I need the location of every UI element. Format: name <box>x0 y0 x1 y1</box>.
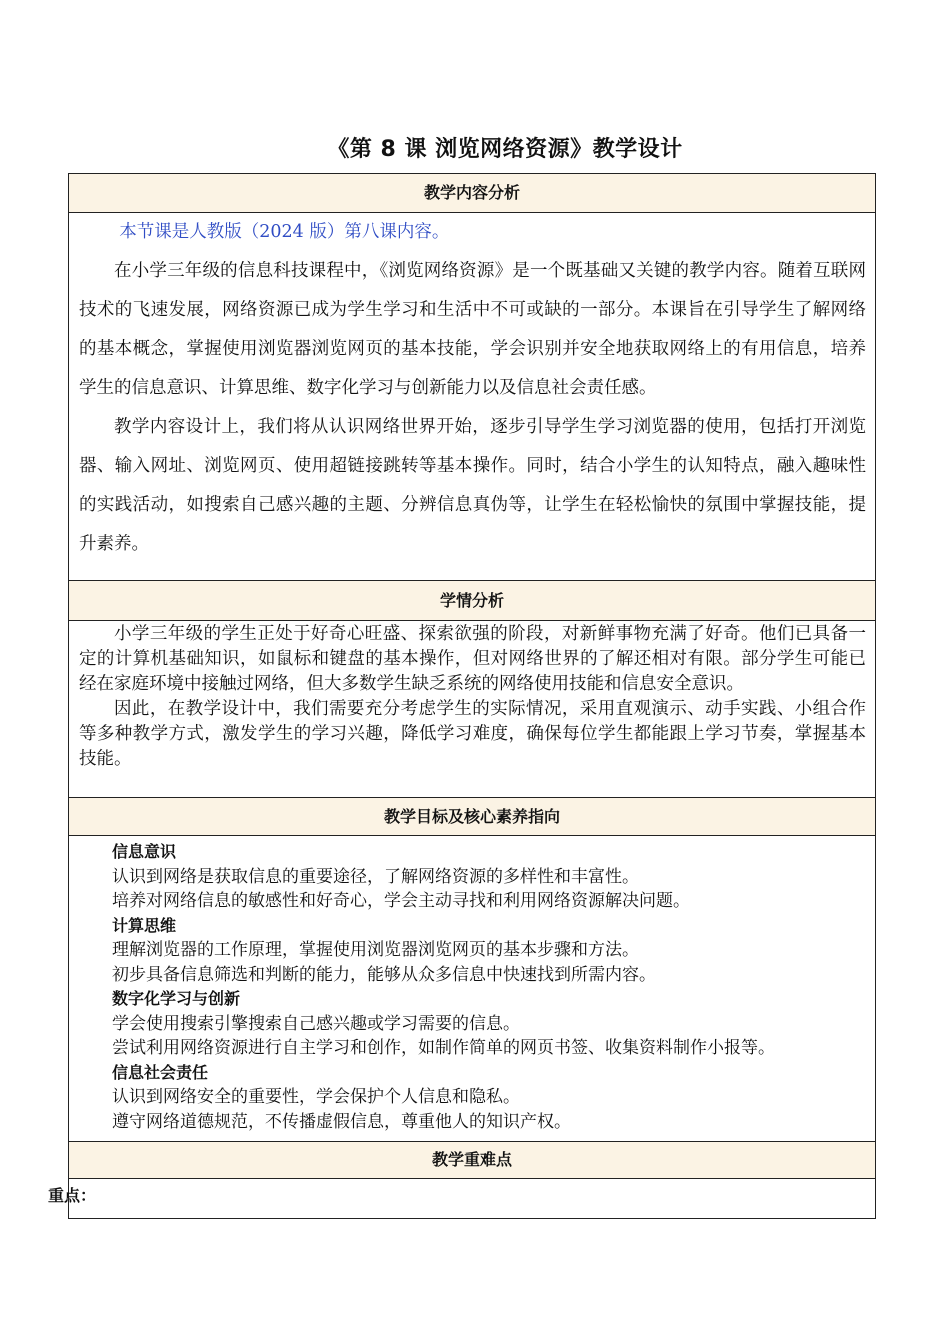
key-difficult-points-heading: 教学重难点 <box>69 1142 875 1179</box>
objective-line: 认识到网络安全的重要性，学会保护个人信息和隐私。 <box>112 1087 520 1107</box>
student-analysis-heading: 学情分析 <box>69 581 875 621</box>
objective-line: 理解浏览器的工作原理，掌握使用浏览器浏览网页的基本步骤和方法。 <box>112 940 639 960</box>
objective-category-computational-thinking: 计算思维 <box>112 915 177 935</box>
student-analysis-body <box>69 621 875 798</box>
student-analysis-paragraph-2: 因此，在教学设计中，我们需要充分考虑学生的实际情况，采用直观演示、动手实践、小组合作等多种教学方式，激发学生的学习兴趣，降低学习难度，确保每位学生都能跟上学习节奏，掌握基本技能。 <box>79 699 866 769</box>
objective-line: 学会使用搜索引擎搜索自己感兴趣或学习需要的信息。 <box>112 1013 520 1034</box>
objective-line: 尝试利用网络资源进行自主学习和创作，如制作简单的网页书签、收集资料制作小报等。 <box>112 1038 775 1058</box>
content-analysis-paragraph-1: 在小学三年级的信息科技课程中，《浏览网络资源》是一个既基础又关键的教学内容。随着互联网技术的飞速发展，网络资源已成为学生学习和生活中不可或缺的一部分。本课旨在引导学生了解网络的基本概念，掌握使用浏览器浏览网页的基本技能，学会识别并安全地获取网络上的有用信息，培养学生的信息意识、计算思维、数字化学习与创新能力以及信息社会责任感。 <box>79 261 866 398</box>
content-analysis-intro: 本节课是人教版（2024 版）第八课内容。 <box>119 222 450 242</box>
objective-line: 认识到网络是获取信息的重要途径，了解网络资源的多样性和丰富性。 <box>112 866 639 887</box>
objectives-heading: 教学目标及核心素养指向 <box>69 798 875 836</box>
objective-line: 培养对网络信息的敏感性和好奇心，学会主动寻找和利用网络资源解决问题。 <box>112 891 690 911</box>
content-analysis-heading: 教学内容分析 <box>69 174 875 213</box>
key-points-label: 重点： <box>48 1186 97 1205</box>
content-analysis-paragraph-2: 教学内容设计上，我们将从认识网络世界开始，逐步引导学生学习浏览器的使用，包括打开浏览器、输入网址、浏览网页、使用超链接跳转等基本操作。同时，结合小学生的认知特点，融入趣味性的实践活动，如搜索自己感兴趣的主题、分辨信息真伪等，让学生在轻松愉快的氛围中掌握技能，提升素养。 <box>79 417 866 554</box>
objective-category-social-responsibility: 信息社会责任 <box>112 1062 209 1082</box>
document-title: 《第 8 课 浏览网络资源》教学设计 <box>327 137 683 162</box>
objective-category-digital-learning: 数字化学习与创新 <box>112 989 241 1008</box>
objectives-body <box>69 836 875 1142</box>
lesson-plan-table <box>68 173 876 1219</box>
objective-line: 初步具备信息筛选和判断的能力，能够从众多信息中快速找到所需内容。 <box>112 964 656 985</box>
objective-line: 遵守网络道德规范，不传播虚假信息，尊重他人的知识产权。 <box>112 1111 571 1132</box>
objective-category-info-awareness: 信息意识 <box>112 842 177 861</box>
content-analysis-body <box>69 213 875 581</box>
student-analysis-paragraph-1: 小学三年级的学生正处于好奇心旺盛、探索欲强的阶段，对新鲜事物充满了好奇。他们已具备一定的计算机基础知识，如鼠标和键盘的基本操作，但对网络世界的了解还相对有限。部分学生可能已经在家庭环境中接触过网络，但大多数学生缺乏系统的网络使用技能和信息安全意识。 <box>79 624 866 694</box>
